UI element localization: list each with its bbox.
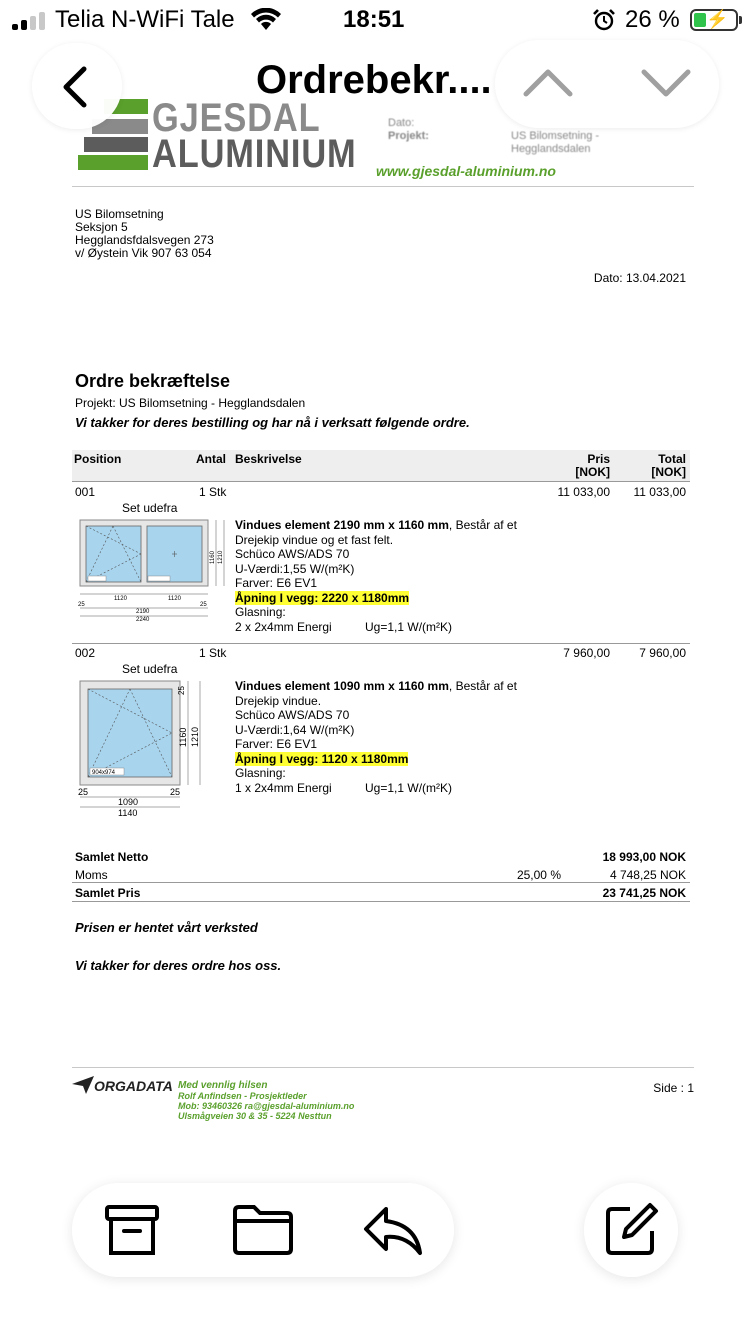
header-prosjekt-value-1: US Bilomsetning -: [511, 130, 600, 142]
recipient-address: [75, 208, 214, 260]
signature-line: Ulsmågveien 30 & 35 - 5224 Nesttun: [178, 1111, 332, 1121]
row1-dim-edge-left: 25: [78, 602, 85, 608]
total-price-label: Samlet Pris: [75, 886, 141, 900]
row1-total: 11 033,00: [633, 485, 686, 499]
row1-dim-w1: 1120: [114, 596, 127, 602]
row1-dim-h1: 1160: [210, 551, 216, 564]
alarm-clock-icon: [592, 8, 616, 32]
address-line: Seksjon 5: [75, 220, 128, 234]
row2-dim-h1: 1160: [178, 727, 188, 747]
col-position: Position: [74, 452, 122, 466]
wifi-icon: [250, 8, 282, 32]
row1-dim-edge-right: 25: [200, 602, 207, 608]
logo-text-aluminium: ALUMINIUM: [152, 132, 357, 176]
compose-button[interactable]: [584, 1183, 678, 1277]
note-thanks: Vi takker for deres ordre hos oss.: [75, 958, 282, 973]
row1-dim-w2: 1120: [168, 596, 181, 602]
row2-desc-title-rest: , Består af et: [448, 679, 517, 693]
logo-text-gjesdal: GJESDAL: [152, 96, 321, 140]
orgadata-logo-text: ORGADATA: [94, 1078, 173, 1094]
row1-desc-line: Drejekip vindue og et fast felt.: [235, 532, 394, 547]
carrier-name: Telia N-WiFi Tale: [55, 6, 235, 33]
chevron-up-icon[interactable]: [523, 68, 573, 98]
row2-dim-outer-w: 1140: [118, 808, 138, 818]
back-button[interactable]: [32, 43, 122, 129]
document-title: Ordre bekræftelse: [75, 371, 231, 391]
status-time: 18:51: [343, 6, 405, 33]
orgadata-logo: [72, 1076, 173, 1094]
address-line: v/ Øystein Vik 907 63 054: [75, 246, 212, 260]
row2-desc-line: U-Værdi:1,64 W/(m²K): [235, 722, 355, 737]
signature-line: Rolf Anfindsen - Prosjektleder: [178, 1091, 307, 1101]
moms-percent: 25,00 %: [516, 868, 561, 882]
netto-value: 18 993,00 NOK: [602, 850, 686, 864]
row1-desc-line: Schüco AWS/ADS 70: [235, 547, 350, 561]
mail-toolbar: [72, 1183, 454, 1277]
status-bar: [0, 0, 750, 44]
battery-tip: [739, 16, 742, 24]
row2-description: [235, 679, 517, 795]
row1-position: 001: [75, 485, 96, 499]
row2-ug: Ug=1,1 W/(m²K): [365, 780, 453, 795]
thanks-line: Vi takker for deres bestilling og har nå i verksatt følgende ordre.: [75, 415, 470, 430]
row1-desc-line: Farver: E6 EV1: [235, 576, 318, 590]
row2-desc-line: Schüco AWS/ADS 70: [235, 708, 350, 722]
row2-glazing: 1 x 2x4mm Energi: [235, 780, 332, 795]
totals-divider: [72, 882, 690, 883]
row1-antal: 1 Stk: [199, 485, 227, 499]
col-pris: Pris: [587, 452, 610, 466]
company-website-link[interactable]: www.gjesdal-aluminium.no: [376, 163, 556, 179]
row1-view-label: Set udefra: [122, 501, 178, 515]
row2-dim-edge-left: 25: [78, 787, 89, 797]
row1-desc-title: Vindues element 2190 mm x 1160 mm: [235, 518, 449, 532]
row1-opening-highlight: Åpning I vegg: 2220 x 1180mm: [235, 590, 410, 605]
page-number: Side : 1: [653, 1081, 694, 1095]
archive-icon[interactable]: [104, 1203, 160, 1257]
row2-desc-line: Farver: E6 EV1: [235, 737, 318, 751]
address-line: Hegglandsfdalsvegen 273: [75, 233, 214, 247]
footer-signature: [178, 1081, 354, 1121]
header-prosjekt-label: Projekt:: [388, 130, 429, 142]
note-workshop: Prisen er hentet vårt verksted: [75, 920, 258, 935]
row2-pris: 7 960,00: [563, 646, 610, 660]
row1-dim-outer-w: 2240: [136, 617, 150, 622]
col-antal: Antal: [196, 452, 226, 466]
row2-opening-highlight: Åpning I vegg: 1120 x 1180mm: [235, 751, 409, 766]
header-dato-label: Dato:: [388, 117, 415, 129]
row2-view-label: Set udefra: [122, 662, 178, 676]
row1-window-drawing: [76, 516, 232, 622]
row2-glazing-label: Glasning:: [235, 766, 286, 780]
battery-icon: ⚡: [690, 9, 738, 31]
col-total-unit: [NOK]: [651, 465, 686, 479]
row1-description: [235, 518, 517, 634]
row1-ug: Ug=1,1 W/(m²K): [365, 619, 453, 634]
row2-dim-h2: 1210: [190, 726, 200, 747]
row1-desc-title-rest: , Består af et: [448, 518, 517, 532]
compose-icon: [604, 1201, 660, 1257]
col-total: Total: [658, 452, 686, 466]
battery-percent: 26 %: [625, 6, 680, 33]
moms-value: 4 748,25 NOK: [609, 868, 686, 882]
row2-pane-tag: 904x974: [92, 770, 116, 776]
orgadata-arrow-icon: [72, 1076, 94, 1094]
signature-line: Med vennlig hilsen: [178, 1080, 268, 1091]
col-pris-unit: [NOK]: [575, 465, 610, 479]
row1-desc-line: U-Værdi:1,55 W/(m²K): [235, 561, 355, 576]
row1-glazing-label: Glasning:: [235, 605, 286, 619]
row2-dim-edge-top: 25: [177, 686, 186, 695]
reply-icon[interactable]: [362, 1203, 424, 1257]
row2-window-drawing: [76, 677, 216, 821]
row2-total: 7 960,00: [639, 646, 686, 660]
header-prosjekt-value-2: Hegglandsdalen: [511, 143, 591, 155]
row1-dim-total-w: 2190: [136, 609, 150, 615]
row1-glazing: 2 x 2x4mm Energi: [235, 619, 332, 634]
row2-dim-total-w: 1090: [118, 797, 139, 807]
moms-label: Moms: [75, 868, 108, 882]
folder-icon[interactable]: [232, 1203, 294, 1257]
footer-divider: [72, 1067, 694, 1068]
order-table-header: [72, 450, 690, 482]
signature-line: Mob: 93460326 ra@gjesdal-aluminium.no: [178, 1101, 355, 1111]
total-price-value: 23 741,25 NOK: [602, 886, 686, 900]
document-date: Dato: 13.04.2021: [593, 271, 686, 285]
chevron-down-icon[interactable]: [641, 68, 691, 98]
project-line: Projekt: US Bilomsetning - Hegglandsdalen: [75, 396, 306, 410]
col-beskrivelse: Beskrivelse: [235, 452, 302, 466]
nav-title: Ordrebekr....: [256, 58, 492, 102]
row2-desc-line: Drejekip vindue.: [235, 693, 322, 708]
netto-label: Samlet Netto: [75, 850, 149, 864]
row2-dim-edge-right: 25: [170, 787, 181, 797]
address-line: US Bilomsetning: [75, 207, 164, 221]
row1-dim-h2: 1210: [218, 550, 224, 564]
row1-pris: 11 033,00: [557, 485, 610, 499]
row2-position: 002: [75, 646, 96, 660]
totals-divider: [72, 901, 690, 902]
row2-desc-title: Vindues element 1090 mm x 1160 mm: [235, 679, 449, 693]
chevron-left-icon: [58, 65, 92, 109]
header-divider: [72, 186, 694, 187]
row2-antal: 1 Stk: [199, 646, 227, 660]
message-navigation: [495, 40, 719, 128]
cellular-signal-icon: [12, 12, 46, 30]
row-divider: [72, 643, 690, 644]
